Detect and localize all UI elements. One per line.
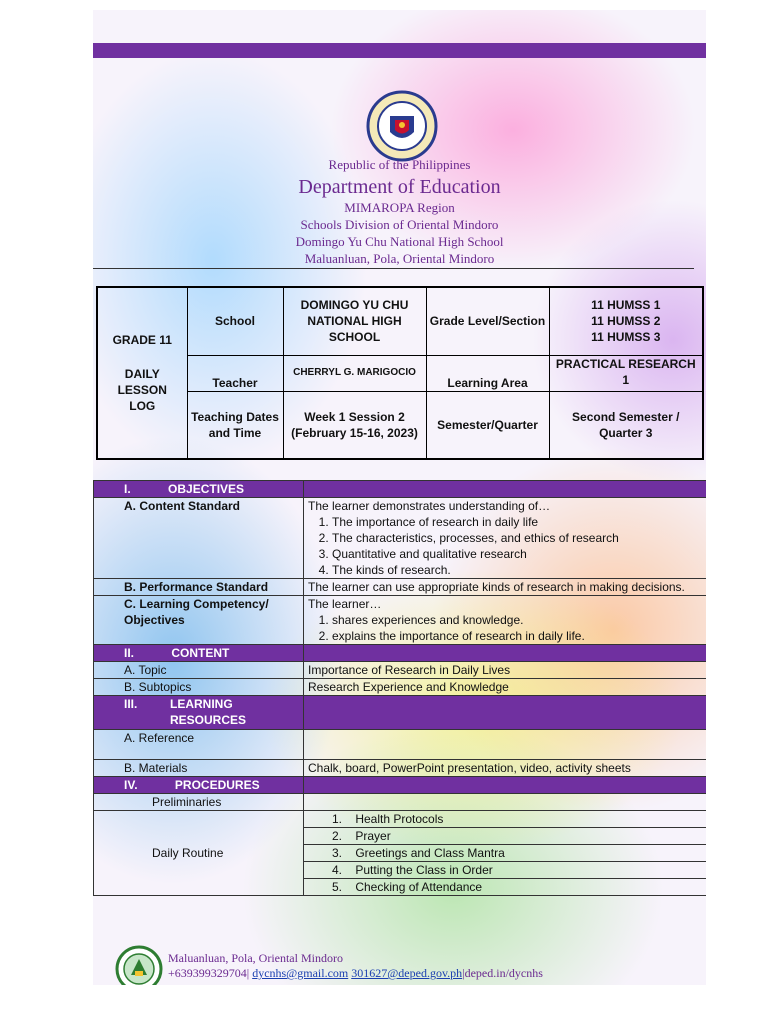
content-standard-cell [304,498,707,579]
objectives-blank [304,481,707,498]
header-divider [93,268,694,269]
materials-label: B. Materials [94,760,304,777]
content-title: CONTENT [171,646,230,660]
content-standard-item: 3. Quantitative and qualitative research [332,546,702,562]
content-heading [94,645,304,662]
header-address: Maluanluan, Pola, Oriental Mindoro [304,251,495,266]
routine-item-text: Prayer [355,829,391,843]
procedures-number: IV. [124,778,138,792]
competency-label: C. Learning Competency/ Objectives [94,596,304,645]
deped-seal-icon [366,90,438,162]
content-number: II. [124,646,135,660]
teacher-label: Teacher [187,355,283,391]
content-standard-intro: The learner demonstrates understanding of… [308,499,551,513]
section-2: 11 HUMSS 2 [591,314,661,329]
header-school: Domingo Yu Chu National High School [295,234,504,249]
routine-item: 5. Checking of Attendance [304,879,707,896]
footer-email-1[interactable]: dycnhs@gmail.com [252,966,349,980]
resources-blank [304,696,707,730]
document-page [93,10,706,985]
competency-item: 2. explains the importance of research in daily life. [332,628,702,644]
school-seal-icon [115,945,163,985]
competency-cell [304,596,707,645]
routine-item: 4. Putting the Class in Order [304,862,707,879]
reference-label: A. Reference [94,730,304,760]
performance-standard-label: B. Performance Standard [94,579,304,596]
performance-standard-text: The learner can use appropriate kinds of research in making decisions. [304,579,707,596]
lesson-plan-table [93,480,706,896]
sections-cell [549,287,703,355]
competency-intro: The learner… [308,597,382,611]
daily-lesson-log-title: DAILY LESSON LOG [117,367,167,413]
section-1: 11 HUMSS 1 [591,298,661,313]
reference-value [304,730,707,760]
routine-item: 3. Greetings and Class Mantra [304,845,707,862]
dates-value: Week 1 Session 2 (February 15-16, 2023) [283,391,426,459]
header-division: Schools Division of Oriental Mindoro [300,217,499,232]
footer-contact [168,951,543,981]
school-label: School [187,287,283,355]
topic-value: Importance of Research in Daily Lives [304,662,707,679]
routine-item-text: Putting the Class in Order [355,863,493,877]
header-region: MIMAROPA Region [344,200,455,215]
daily-routine-label: Daily Routine [94,811,304,896]
objectives-number: I. [124,482,131,496]
learning-area-value: PRACTICAL RESEARCH 1 [549,355,703,391]
footer-site[interactable]: deped.in/dycnhs [464,966,543,980]
subtopics-label: B. Subtopics [94,679,304,696]
dates-label: Teaching Dates and Time [187,391,283,459]
routine-item-text: Checking of Attendance [355,880,483,894]
footer-contacts-line: +639399329704| dycnhs@gmail.com 301627@deped.gov.ph|deped.in/dycnhs [168,966,543,980]
top-accent-bar [93,43,706,58]
resources-title: LEARNING RESOURCES [170,697,247,727]
routine-item-text: Health Protocols [355,812,444,826]
procedures-heading [94,777,304,794]
procedures-blank [304,777,707,794]
footer-email-2[interactable]: 301627@deped.gov.ph [351,966,463,980]
competency-item: 1. shares experiences and knowledge. [332,612,702,628]
header-department: Department of Education [298,176,501,198]
preliminaries-label: Preliminaries [94,794,304,811]
procedures-title: PROCEDURES [174,778,260,792]
section-3: 11 HUMSS 3 [591,330,661,345]
grade-label: GRADE 11 [112,333,172,347]
content-standard-item: 4. The kinds of research. [332,562,702,578]
resources-heading [94,696,304,730]
preliminaries-blank [304,794,707,811]
objectives-title: OBJECTIVES [168,482,245,496]
grade-level-label: Grade Level/Section [426,287,549,355]
content-standard-item: 2. The characteristics, processes, and ethics of research [332,530,702,546]
footer-phone: +639399329704 [168,966,247,980]
content-standard-label: A. Content Standard [94,498,304,579]
school-value: DOMINGO YU CHU NATIONAL HIGH SCHOOL [283,287,426,355]
semester-label: Semester/Quarter [426,391,549,459]
teacher-value: CHERRYL G. MARIGOCIO [283,355,426,391]
lesson-info-table [96,286,704,460]
objectives-heading [94,481,304,498]
topic-label: A. Topic [94,662,304,679]
routine-item: 2. Prayer [304,828,707,845]
routine-item: 1. Health Protocols [304,811,707,828]
semester-value: Second Semester / Quarter 3 [549,391,703,459]
content-standard-item: 1. The importance of research in daily life [332,514,702,530]
subtopics-value: Research Experience and Knowledge [304,679,707,696]
materials-value: Chalk, board, PowerPoint presentation, video, activity sheets [304,760,707,777]
learning-area-label: Learning Area [426,355,549,391]
header-republic: Republic of the Philippines [328,157,471,172]
grade-cell [97,287,187,459]
routine-item-text: Greetings and Class Mantra [355,846,505,860]
content-blank [304,645,707,662]
resources-number: III. [124,697,138,711]
footer-address: Maluanluan, Pola, Oriental Mindoro [168,951,343,965]
